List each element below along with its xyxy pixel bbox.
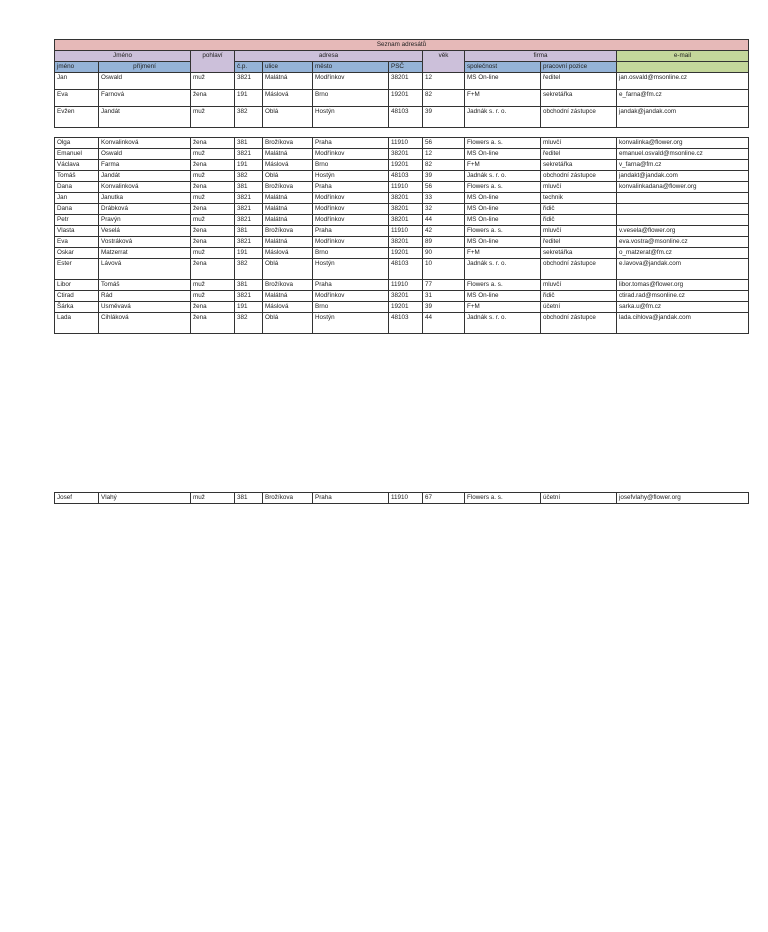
cell-vek: 12 xyxy=(423,73,465,90)
cell-pohlavi: muž xyxy=(191,248,235,259)
cell-jmeno: Šárka xyxy=(55,302,99,313)
cell-spolecnost: MS On-line xyxy=(465,204,541,215)
cell-mesto: Modřínkov xyxy=(313,215,389,226)
cell-email: jandakt@jandak.com xyxy=(617,171,749,182)
cell-mesto: Modřínkov xyxy=(313,237,389,248)
cell-jmeno: Lada xyxy=(55,313,99,334)
cell-spolecnost: Flowers a. s. xyxy=(465,182,541,193)
cell-ulice: Malátná xyxy=(263,73,313,90)
cell-vek: 39 xyxy=(423,302,465,313)
address-table xyxy=(54,39,749,334)
cell-vek: 90 xyxy=(423,248,465,259)
cell-pozice: účetní xyxy=(541,493,617,504)
cell-mesto: Praha xyxy=(313,493,389,504)
cell-cp: 3821 xyxy=(235,73,263,90)
cell-ulice: Brožíkova xyxy=(263,226,313,237)
cell-psc: 38201 xyxy=(389,149,423,160)
cell-ulice: Malátná xyxy=(263,193,313,204)
cell-cp: 191 xyxy=(235,248,263,259)
cell-mesto: Modřínkov xyxy=(313,73,389,90)
cell-pozice: řidič xyxy=(541,215,617,226)
table-title: Seznam adresátů xyxy=(55,40,749,51)
cell-cp: 381 xyxy=(235,280,263,291)
table-row xyxy=(55,302,749,313)
cell-cp: 3821 xyxy=(235,204,263,215)
cell-jmeno: Oskar xyxy=(55,248,99,259)
cell-pozice: mluvčí xyxy=(541,182,617,193)
table-row xyxy=(55,193,749,204)
cell-mesto: Praha xyxy=(313,226,389,237)
cell-cp: 381 xyxy=(235,226,263,237)
cell-jmeno: Ester xyxy=(55,259,99,280)
cell-pohlavi: muž xyxy=(191,73,235,90)
cell-prijmeni: Oswald xyxy=(99,149,191,160)
header-spolecnost: společnost xyxy=(465,62,541,73)
table-row xyxy=(55,182,749,193)
cell-ulice: Malátná xyxy=(263,204,313,215)
cell-prijmeni: Matzerrat xyxy=(99,248,191,259)
cell-pohlavi: žena xyxy=(191,237,235,248)
cell-prijmeni: Konvalinková xyxy=(99,182,191,193)
header-vek: věk xyxy=(423,51,465,73)
cell-email xyxy=(617,204,749,215)
cell-vek: 82 xyxy=(423,90,465,107)
cell-ulice: Oblá xyxy=(263,313,313,334)
cell-ulice: Brožíkova xyxy=(263,493,313,504)
header-jmeno: jméno xyxy=(55,62,99,73)
cell-jmeno: Dana xyxy=(55,182,99,193)
cell-mesto: Brno xyxy=(313,160,389,171)
cell-prijmeni: Usměvavá xyxy=(99,302,191,313)
cell-prijmeni: Cihláková xyxy=(99,313,191,334)
cell-prijmeni: Tomáš xyxy=(99,280,191,291)
cell-vek: 12 xyxy=(423,149,465,160)
cell-vek: 56 xyxy=(423,138,465,149)
cell-prijmeni: Veselá xyxy=(99,226,191,237)
cell-jmeno: Evžen xyxy=(55,107,99,128)
cell-prijmeni: Rád xyxy=(99,291,191,302)
header-adresa-group: adresa xyxy=(235,51,423,62)
table-row xyxy=(55,107,749,128)
cell-ulice: Brožíkova xyxy=(263,182,313,193)
cell-email: sarka.u@fm.cz xyxy=(617,302,749,313)
cell-psc: 48103 xyxy=(389,259,423,280)
cell-psc: 38201 xyxy=(389,291,423,302)
cell-jmeno: Vlasta xyxy=(55,226,99,237)
cell-spolecnost: MS On-line xyxy=(465,291,541,302)
cell-jmeno: Jan xyxy=(55,193,99,204)
table-row xyxy=(55,215,749,226)
cell-jmeno: Václava xyxy=(55,160,99,171)
header-cp: č.p. xyxy=(235,62,263,73)
table-row xyxy=(55,280,749,291)
cell-psc: 19201 xyxy=(389,160,423,171)
cell-prijmeni: Drábková xyxy=(99,204,191,215)
cell-cp: 382 xyxy=(235,171,263,182)
cell-email: libor.tomas@flower.org xyxy=(617,280,749,291)
cell-prijmeni: Farnová xyxy=(99,90,191,107)
cell-psc: 11910 xyxy=(389,280,423,291)
cell-vek: 44 xyxy=(423,215,465,226)
cell-jmeno: Tomáš xyxy=(55,171,99,182)
cell-vek: 31 xyxy=(423,291,465,302)
cell-cp: 381 xyxy=(235,493,263,504)
cell-spolecnost: Flowers a. s. xyxy=(465,226,541,237)
cell-pohlavi: žena xyxy=(191,259,235,280)
cell-pozice: řidič xyxy=(541,204,617,215)
cell-pozice: sekretářka xyxy=(541,160,617,171)
cell-psc: 48103 xyxy=(389,171,423,182)
cell-jmeno: Ctirad xyxy=(55,291,99,302)
cell-vek: 39 xyxy=(423,171,465,182)
cell-pohlavi: muž xyxy=(191,493,235,504)
cell-spolecnost: Jadnák s. r. o. xyxy=(465,107,541,128)
table-row xyxy=(55,248,749,259)
cell-psc: 11910 xyxy=(389,493,423,504)
cell-vek: 39 xyxy=(423,107,465,128)
table-row xyxy=(55,259,749,280)
cell-mesto: Hostýn xyxy=(313,259,389,280)
header-pozice: pracovní pozice xyxy=(541,62,617,73)
cell-ulice: Máslová xyxy=(263,160,313,171)
cell-pozice: technik xyxy=(541,193,617,204)
table-row xyxy=(55,138,749,149)
cell-spolecnost: MS On-line xyxy=(465,237,541,248)
cell-psc: 19201 xyxy=(389,90,423,107)
cell-mesto: Modřínkov xyxy=(313,291,389,302)
cell-cp: 382 xyxy=(235,259,263,280)
cell-spolecnost: MS On-line xyxy=(465,215,541,226)
cell-psc: 38201 xyxy=(389,204,423,215)
cell-prijmeni: Lávová xyxy=(99,259,191,280)
cell-ulice: Máslová xyxy=(263,248,313,259)
header-email: e-mail xyxy=(617,51,749,62)
cell-pohlavi: žena xyxy=(191,313,235,334)
cell-psc: 38201 xyxy=(389,193,423,204)
cell-jmeno: Jan xyxy=(55,73,99,90)
cell-email xyxy=(617,193,749,204)
cell-psc: 48103 xyxy=(389,107,423,128)
cell-mesto: Praha xyxy=(313,182,389,193)
cell-psc: 38201 xyxy=(389,215,423,226)
cell-pohlavi: žena xyxy=(191,90,235,107)
header-email-sub xyxy=(617,62,749,73)
cell-pozice: ředitel xyxy=(541,237,617,248)
cell-ulice: Brožíkova xyxy=(263,138,313,149)
table-row xyxy=(55,171,749,182)
cell-email: josefvlahy@flower.org xyxy=(617,493,749,504)
cell-email: lada.cihlova@jandak.com xyxy=(617,313,749,334)
header-psc: PSČ xyxy=(389,62,423,73)
cell-mesto: Praha xyxy=(313,280,389,291)
cell-spolecnost: Jadnák s. r. o. xyxy=(465,259,541,280)
cell-cp: 381 xyxy=(235,182,263,193)
cell-pohlavi: muž xyxy=(191,107,235,128)
cell-pohlavi: muž xyxy=(191,215,235,226)
cell-jmeno: Josef xyxy=(55,493,99,504)
cell-jmeno: Dana xyxy=(55,204,99,215)
cell-prijmeni: Farma xyxy=(99,160,191,171)
cell-vek: 32 xyxy=(423,204,465,215)
cell-jmeno: Emanuel xyxy=(55,149,99,160)
cell-email: v.vesela@flower.org xyxy=(617,226,749,237)
cell-email: emanuel.osvald@msonline.cz xyxy=(617,149,749,160)
cell-pohlavi: žena xyxy=(191,182,235,193)
cell-email xyxy=(617,215,749,226)
header-mesto: město xyxy=(313,62,389,73)
cell-vek: 82 xyxy=(423,160,465,171)
cell-pozice: mluvčí xyxy=(541,226,617,237)
cell-psc: 48103 xyxy=(389,313,423,334)
cell-psc: 38201 xyxy=(389,237,423,248)
cell-email: o_matzerat@fm.cz xyxy=(617,248,749,259)
cell-pohlavi: žena xyxy=(191,160,235,171)
header-firma-group: firma xyxy=(465,51,617,62)
cell-mesto: Hostýn xyxy=(313,313,389,334)
cell-cp: 3821 xyxy=(235,215,263,226)
cell-vek: 42 xyxy=(423,226,465,237)
cell-ulice: Oblá xyxy=(263,107,313,128)
table-row xyxy=(55,291,749,302)
cell-pozice: obchodní zástupce xyxy=(541,259,617,280)
cell-prijmeni: Pravýn xyxy=(99,215,191,226)
cell-ulice: Máslová xyxy=(263,302,313,313)
cell-cp: 191 xyxy=(235,90,263,107)
table-row xyxy=(55,149,749,160)
cell-ulice: Malátná xyxy=(263,237,313,248)
cell-psc: 19201 xyxy=(389,302,423,313)
row-spacer xyxy=(55,128,749,138)
header-pohlavi: pohlaví xyxy=(191,51,235,73)
cell-pohlavi: muž xyxy=(191,171,235,182)
cell-ulice: Máslová xyxy=(263,90,313,107)
cell-spolecnost: Flowers a. s. xyxy=(465,493,541,504)
cell-cp: 381 xyxy=(235,138,263,149)
cell-prijmeni: Jandát xyxy=(99,171,191,182)
cell-mesto: Brno xyxy=(313,302,389,313)
cell-pozice: sekretářka xyxy=(541,248,617,259)
cell-email: ctirad.rad@msonline.cz xyxy=(617,291,749,302)
cell-pohlavi: žena xyxy=(191,226,235,237)
cell-mesto: Hostýn xyxy=(313,171,389,182)
cell-jmeno: Eva xyxy=(55,237,99,248)
cell-mesto: Modřínkov xyxy=(313,204,389,215)
cell-email: e_farna@fm.cz xyxy=(617,90,749,107)
cell-spolecnost: F+M xyxy=(465,90,541,107)
cell-pohlavi: muž xyxy=(191,193,235,204)
cell-email: konvalinka@flower.org xyxy=(617,138,749,149)
cell-ulice: Malátná xyxy=(263,149,313,160)
cell-ulice: Oblá xyxy=(263,259,313,280)
cell-jmeno: Olga xyxy=(55,138,99,149)
cell-email: e.lavova@jandak.com xyxy=(617,259,749,280)
cell-pozice: mluvčí xyxy=(541,138,617,149)
cell-spolecnost: F+M xyxy=(465,248,541,259)
cell-psc: 38201 xyxy=(389,73,423,90)
table-row xyxy=(55,313,749,334)
cell-pozice: ředitel xyxy=(541,73,617,90)
table-row xyxy=(55,160,749,171)
cell-cp: 3821 xyxy=(235,149,263,160)
table-row xyxy=(55,237,749,248)
cell-pozice: ředitel xyxy=(541,149,617,160)
cell-email: v_farna@fm.cz xyxy=(617,160,749,171)
cell-email: jan.osvald@msonline.cz xyxy=(617,73,749,90)
cell-mesto: Hostýn xyxy=(313,107,389,128)
cell-prijmeni: Konvalinková xyxy=(99,138,191,149)
table-row xyxy=(55,226,749,237)
table-row xyxy=(55,204,749,215)
cell-jmeno: Libor xyxy=(55,280,99,291)
cell-prijmeni: Oswald xyxy=(99,73,191,90)
cell-pozice: obchodní zástupce xyxy=(541,171,617,182)
cell-pozice: sekretářka xyxy=(541,90,617,107)
cell-psc: 11910 xyxy=(389,182,423,193)
cell-vek: 10 xyxy=(423,259,465,280)
cell-spolecnost: Jadnák s. r. o. xyxy=(465,171,541,182)
header-ulice: ulice xyxy=(263,62,313,73)
cell-prijmeni: Janutka xyxy=(99,193,191,204)
cell-ulice: Malátná xyxy=(263,291,313,302)
cell-spolecnost: Flowers a. s. xyxy=(465,280,541,291)
cell-pohlavi: muž xyxy=(191,280,235,291)
cell-cp: 3821 xyxy=(235,237,263,248)
header-prijmeni: příjmení xyxy=(99,62,191,73)
cell-psc: 11910 xyxy=(389,226,423,237)
cell-prijmeni: Jandát xyxy=(99,107,191,128)
cell-spolecnost: F+M xyxy=(465,302,541,313)
cell-email: eva.vostra@msonline.cz xyxy=(617,237,749,248)
cell-spolecnost: Jadnák s. r. o. xyxy=(465,313,541,334)
cell-cp: 191 xyxy=(235,302,263,313)
cell-pozice: mluvčí xyxy=(541,280,617,291)
cell-cp: 191 xyxy=(235,160,263,171)
cell-pozice: účetní xyxy=(541,302,617,313)
cell-email: konvalinkadana@flower.org xyxy=(617,182,749,193)
cell-jmeno: Eva xyxy=(55,90,99,107)
table-row xyxy=(55,493,749,504)
cell-psc: 19201 xyxy=(389,248,423,259)
cell-prijmeni: Vostráková xyxy=(99,237,191,248)
cell-spolecnost: MS On-line xyxy=(465,149,541,160)
cell-spolecnost: MS On-line xyxy=(465,193,541,204)
cell-mesto: Praha xyxy=(313,138,389,149)
cell-ulice: Oblá xyxy=(263,171,313,182)
cell-pozice: obchodní zástupce xyxy=(541,107,617,128)
cell-jmeno: Petr xyxy=(55,215,99,226)
cell-pohlavi: muž xyxy=(191,291,235,302)
cell-vek: 67 xyxy=(423,493,465,504)
cell-ulice: Malátná xyxy=(263,215,313,226)
cell-mesto: Brno xyxy=(313,248,389,259)
cell-email: jandak@jandak.com xyxy=(617,107,749,128)
cell-vek: 33 xyxy=(423,193,465,204)
cell-cp: 382 xyxy=(235,313,263,334)
cell-mesto: Brno xyxy=(313,90,389,107)
header-jmeno-group: Jméno xyxy=(55,51,191,62)
table-row xyxy=(55,90,749,107)
cell-pozice: obchodní zástupce xyxy=(541,313,617,334)
cell-vek: 89 xyxy=(423,237,465,248)
lone-row-table xyxy=(54,492,749,504)
cell-pohlavi: žena xyxy=(191,302,235,313)
cell-vek: 44 xyxy=(423,313,465,334)
cell-pohlavi: žena xyxy=(191,138,235,149)
cell-cp: 3821 xyxy=(235,193,263,204)
cell-cp: 382 xyxy=(235,107,263,128)
cell-spolecnost: F+M xyxy=(465,160,541,171)
cell-spolecnost: Flowers a. s. xyxy=(465,138,541,149)
cell-cp: 3821 xyxy=(235,291,263,302)
cell-pohlavi: žena xyxy=(191,204,235,215)
cell-vek: 77 xyxy=(423,280,465,291)
cell-psc: 11910 xyxy=(389,138,423,149)
cell-mesto: Modřínkov xyxy=(313,193,389,204)
table-row xyxy=(55,73,749,90)
cell-vek: 56 xyxy=(423,182,465,193)
cell-ulice: Brožíkova xyxy=(263,280,313,291)
cell-pohlavi: muž xyxy=(191,149,235,160)
cell-mesto: Modřínkov xyxy=(313,149,389,160)
cell-prijmeni: Vlahý xyxy=(99,493,191,504)
cell-pozice: řidič xyxy=(541,291,617,302)
cell-spolecnost: MS On-line xyxy=(465,73,541,90)
